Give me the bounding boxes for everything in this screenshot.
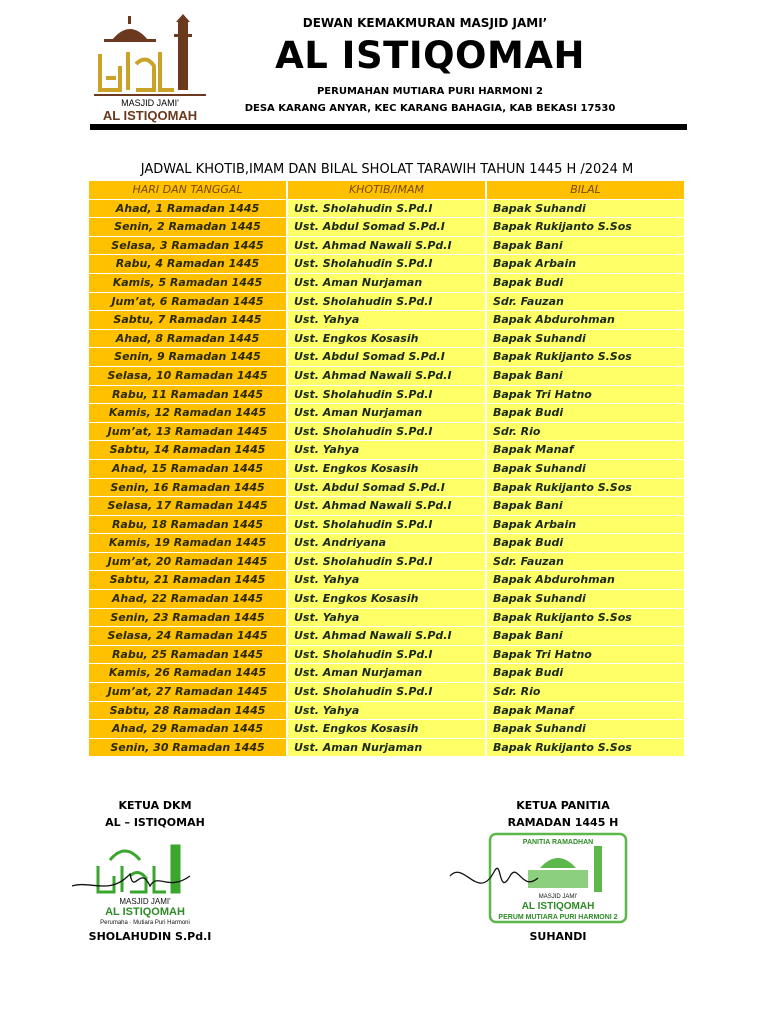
cell-bilal: Bapak Bani — [487, 627, 684, 645]
cell-bilal: Sdr. Rio — [487, 423, 684, 441]
cell-imam: Ust. Aman Nurjaman — [288, 274, 485, 292]
cell-bilal: Bapak Manaf — [487, 441, 684, 459]
table-row — [89, 553, 684, 571]
cell-imam: Ust. Aman Nurjaman — [288, 664, 485, 682]
left-stamp-top: MASJID JAMI' — [119, 897, 171, 906]
right-stamp — [448, 832, 638, 924]
logo-caption-top: MASJID JAMI' — [121, 98, 179, 108]
cell-date: Sabtu, 21 Ramadan 1445 — [89, 571, 286, 589]
table-row — [89, 311, 684, 329]
cell-date: Rabu, 25 Ramadan 1445 — [89, 646, 286, 664]
cell-imam: Ust. Abdul Somad S.Pd.I — [288, 218, 485, 236]
table-row — [89, 571, 684, 589]
cell-date: Ahad, 22 Ramadan 1445 — [89, 590, 286, 608]
cell-bilal: Bapak Suhandi — [487, 460, 684, 478]
cell-bilal: Bapak Rukijanto S.Sos — [487, 609, 684, 627]
left-stamp-sub: Perumaha · Mutiara Puri Harmoni — [100, 920, 190, 926]
cell-date: Selasa, 17 Ramadan 1445 — [89, 497, 286, 515]
table-row — [89, 627, 684, 645]
cell-date: Ahad, 29 Ramadan 1445 — [89, 720, 286, 738]
table-row — [89, 460, 684, 478]
table-row — [89, 609, 684, 627]
table-row — [89, 739, 684, 757]
cell-imam: Ust. Sholahudin S.Pd.I — [288, 200, 485, 218]
cell-imam: Ust. Ahmad Nawali S.Pd.I — [288, 497, 485, 515]
table-row — [89, 330, 684, 348]
cell-imam: Ust. Sholahudin S.Pd.I — [288, 255, 485, 273]
cell-date: Ahad, 15 Ramadan 1445 — [89, 460, 286, 478]
right-title-line-1: KETUA PANITIA — [516, 799, 610, 812]
cell-bilal: Bapak Tri Hatno — [487, 646, 684, 664]
cell-bilal: Bapak Abdurohman — [487, 311, 684, 329]
cell-bilal: Bapak Rukijanto S.Sos — [487, 479, 684, 497]
right-stamp-main: AL ISTIQOMAH — [521, 901, 595, 912]
cell-bilal: Bapak Bani — [487, 497, 684, 515]
address-line-1: PERUMAHAN MUTIARA PURI HARMONI 2 — [316, 86, 544, 97]
cell-imam: Ust. Aman Nurjaman — [288, 404, 485, 422]
table-row — [89, 720, 684, 738]
table-row — [89, 423, 684, 441]
left-signatory-title — [70, 797, 240, 831]
cell-bilal: Bapak Suhandi — [487, 200, 684, 218]
masjid-logo — [90, 14, 210, 126]
cell-date: Jum’at, 6 Ramadan 1445 — [89, 293, 286, 311]
cell-bilal: Sdr. Rio — [487, 683, 684, 701]
table-row — [89, 646, 684, 664]
cell-bilal: Sdr. Fauzan — [487, 293, 684, 311]
cell-bilal: Bapak Suhandi — [487, 590, 684, 608]
right-stamp-top: PANITIA RAMADHAN — [522, 839, 594, 846]
left-title-line-2: AL – ISTIQOMAH — [105, 816, 205, 829]
table-header-row — [89, 181, 684, 199]
table-row — [89, 237, 684, 255]
cell-date: Kamis, 19 Ramadan 1445 — [89, 534, 286, 552]
table-row — [89, 497, 684, 515]
cell-bilal: Bapak Budi — [487, 404, 684, 422]
schedule-title: JADWAL KHOTIB,IMAM DAN BILAL SHOLAT TARAWIH TAHUN 1445 H /2024 M — [140, 162, 634, 177]
cell-imam: Ust. Andriyana — [288, 534, 485, 552]
cell-date: Kamis, 26 Ramadan 1445 — [89, 664, 286, 682]
cell-date: Jum’at, 20 Ramadan 1445 — [89, 553, 286, 571]
column-header-imam: KHOTIB/IMAM — [288, 181, 485, 199]
cell-date: Sabtu, 28 Ramadan 1445 — [89, 702, 286, 720]
schedule-body — [89, 200, 684, 757]
cell-bilal: Sdr. Fauzan — [487, 553, 684, 571]
cell-bilal: Bapak Bani — [487, 367, 684, 385]
table-row — [89, 516, 684, 534]
cell-bilal: Bapak Rukijanto S.Sos — [487, 739, 684, 757]
table-row — [89, 218, 684, 236]
cell-date: Selasa, 24 Ramadan 1445 — [89, 627, 286, 645]
cell-bilal: Bapak Rukijanto S.Sos — [487, 348, 684, 366]
cell-date: Sabtu, 7 Ramadan 1445 — [89, 311, 286, 329]
cell-imam: Ust. Sholahudin S.Pd.I — [288, 386, 485, 404]
cell-imam: Ust. Yahya — [288, 441, 485, 459]
cell-date: Rabu, 4 Ramadan 1445 — [89, 255, 286, 273]
cell-date: Senin, 2 Ramadan 1445 — [89, 218, 286, 236]
cell-date: Sabtu, 14 Ramadan 1445 — [89, 441, 286, 459]
cell-bilal: Bapak Budi — [487, 274, 684, 292]
left-stamp-main: AL ISTIQOMAH — [105, 906, 185, 918]
cell-date: Kamis, 12 Ramadan 1445 — [89, 404, 286, 422]
right-stamp-sub: PERUM MUTIARA PURI HARMONI 2 — [498, 914, 618, 921]
cell-date: Kamis, 5 Ramadan 1445 — [89, 274, 286, 292]
table-row — [89, 293, 684, 311]
right-title-line-2: RAMADAN 1445 H — [507, 816, 619, 829]
cell-imam: Ust. Aman Nurjaman — [288, 739, 485, 757]
table-row — [89, 404, 684, 422]
cell-date: Selasa, 3 Ramadan 1445 — [89, 237, 286, 255]
cell-bilal: Bapak Manaf — [487, 702, 684, 720]
cell-bilal: Bapak Budi — [487, 664, 684, 682]
cell-bilal: Bapak Suhandi — [487, 720, 684, 738]
cell-date: Ahad, 1 Ramadan 1445 — [89, 200, 286, 218]
table-row — [89, 479, 684, 497]
cell-imam: Ust. Sholahudin S.Pd.I — [288, 646, 485, 664]
header-divider — [90, 124, 687, 130]
mosque-title: AL ISTIQOMAH — [275, 34, 585, 77]
cell-bilal: Bapak Arbain — [487, 255, 684, 273]
right-stamp-mid: MASJID JAMI' — [538, 894, 578, 900]
cell-bilal: Bapak Budi — [487, 534, 684, 552]
cell-bilal: Bapak Tri Hatno — [487, 386, 684, 404]
table-row — [89, 386, 684, 404]
cell-bilal: Bapak Rukijanto S.Sos — [487, 218, 684, 236]
cell-imam: Ust. Engkos Kosasih — [288, 460, 485, 478]
cell-imam: Ust. Yahya — [288, 702, 485, 720]
table-row — [89, 255, 684, 273]
cell-bilal: Bapak Arbain — [487, 516, 684, 534]
cell-imam: Ust. Yahya — [288, 311, 485, 329]
cell-imam: Ust. Yahya — [288, 609, 485, 627]
table-row — [89, 274, 684, 292]
cell-imam: Ust. Sholahudin S.Pd.I — [288, 293, 485, 311]
cell-imam: Ust. Abdul Somad S.Pd.I — [288, 348, 485, 366]
cell-date: Ahad, 8 Ramadan 1445 — [89, 330, 286, 348]
right-signatory-title — [478, 797, 648, 831]
logo-caption-main: AL ISTIQOMAH — [102, 108, 198, 123]
cell-date: Senin, 16 Ramadan 1445 — [89, 479, 286, 497]
cell-date: Jum’at, 13 Ramadan 1445 — [89, 423, 286, 441]
cell-date: Selasa, 10 Ramadan 1445 — [89, 367, 286, 385]
address-line-2: DESA KARANG ANYAR, KEC KARANG BAHAGIA, KAB BEKASI 17530 — [244, 103, 616, 114]
cell-imam: Ust. Sholahudin S.Pd.I — [288, 553, 485, 571]
left-title-line-1: KETUA DKM — [118, 799, 192, 812]
column-header-date: HARI DAN TANGGAL — [89, 181, 286, 199]
cell-imam: Ust. Ahmad Nawali S.Pd.I — [288, 367, 485, 385]
table-row — [89, 702, 684, 720]
cell-bilal: Bapak Abdurohman — [487, 571, 684, 589]
cell-imam: Ust. Ahmad Nawali S.Pd.I — [288, 627, 485, 645]
column-header-bilal: BILAL — [487, 181, 684, 199]
cell-imam: Ust. Sholahudin S.Pd.I — [288, 516, 485, 534]
cell-imam: Ust. Sholahudin S.Pd.I — [288, 423, 485, 441]
cell-date: Jum’at, 27 Ramadan 1445 — [89, 683, 286, 701]
cell-imam: Ust. Sholahudin S.Pd.I — [288, 683, 485, 701]
table-row — [89, 367, 684, 385]
table-row — [89, 200, 684, 218]
left-stamp — [70, 836, 220, 926]
cell-imam: Ust. Engkos Kosasih — [288, 330, 485, 348]
table-row — [89, 590, 684, 608]
cell-date: Senin, 30 Ramadan 1445 — [89, 739, 286, 757]
cell-imam: Ust. Engkos Kosasih — [288, 720, 485, 738]
cell-date: Senin, 9 Ramadan 1445 — [89, 348, 286, 366]
table-row — [89, 683, 684, 701]
table-row — [89, 664, 684, 682]
cell-date: Rabu, 11 Ramadan 1445 — [89, 386, 286, 404]
cell-imam: Ust. Abdul Somad S.Pd.I — [288, 479, 485, 497]
table-row — [89, 348, 684, 366]
cell-imam: Ust. Engkos Kosasih — [288, 590, 485, 608]
right-signatory-name: SUHANDI — [529, 930, 587, 943]
cell-bilal: Bapak Suhandi — [487, 330, 684, 348]
left-signatory-name: SHOLAHUDIN S.Pd.I — [88, 930, 212, 943]
org-name: DEWAN KEMAKMURAN MASJID JAMI’ — [302, 16, 548, 30]
table-row — [89, 441, 684, 459]
cell-imam: Ust. Yahya — [288, 571, 485, 589]
cell-date: Rabu, 18 Ramadan 1445 — [89, 516, 286, 534]
schedule-table — [87, 180, 686, 757]
cell-imam: Ust. Ahmad Nawali S.Pd.I — [288, 237, 485, 255]
cell-bilal: Bapak Bani — [487, 237, 684, 255]
table-row — [89, 534, 684, 552]
cell-date: Senin, 23 Ramadan 1445 — [89, 609, 286, 627]
